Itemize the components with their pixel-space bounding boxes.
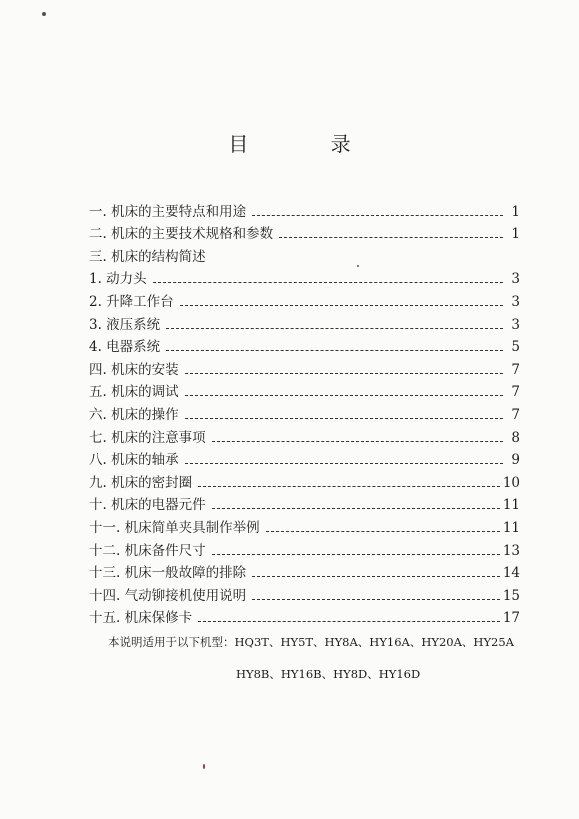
toc-item-9[interactable]: [89, 378, 520, 401]
toc-page-number: 13: [502, 542, 520, 559]
toc-item-label: 三. 机床的结构简述: [89, 248, 206, 265]
toc-item-3[interactable]: [89, 242, 520, 265]
toc-page-number: 15: [502, 587, 520, 604]
toc-leader: [198, 621, 500, 622]
toc-item-label: 九. 机床的密封圈: [89, 474, 193, 491]
toc-item-label: 一. 机床的主要特点和用途: [89, 203, 247, 220]
toc-page-number: 8: [511, 429, 520, 446]
toc-page-number: 7: [511, 361, 520, 378]
toc-leader: [252, 576, 500, 577]
toc-item-8[interactable]: [89, 355, 520, 378]
scan-speck: [42, 12, 46, 16]
toc-page-number: 17: [502, 610, 520, 627]
toc-leader: [166, 328, 503, 329]
toc-item-label: 二. 机床的主要技术规格和参数: [89, 226, 274, 243]
toc-leader: [166, 350, 503, 351]
toc-item-14[interactable]: [89, 491, 520, 514]
toc-item-label: 十一. 机床简单夹具制作举例: [89, 519, 260, 536]
toc-leader: [252, 599, 500, 600]
toc-item-18[interactable]: [89, 581, 520, 604]
toc-page-number: 1: [511, 203, 520, 220]
toc-page-number: 3: [511, 271, 520, 288]
toc-item-10[interactable]: [89, 400, 520, 423]
toc-leader: [212, 554, 500, 555]
toc-page-number: 14: [502, 565, 520, 582]
toc-item-4[interactable]: [89, 265, 520, 288]
toc-item-label: 四. 机床的安装: [89, 361, 179, 378]
toc-item-label: 七. 机床的注意事项: [89, 429, 206, 446]
toc-page-number: 7: [511, 406, 520, 423]
toc-item-6[interactable]: [89, 310, 520, 333]
scan-speck: [203, 764, 205, 769]
applicable-models-note-continued: HY8B、HY16B、HY8D、HY16D: [236, 667, 421, 681]
toc-item-16[interactable]: [89, 536, 520, 559]
toc-leader: [279, 237, 503, 238]
toc-page-number: 10: [502, 474, 520, 491]
toc-item-label: 1. 动力头: [89, 271, 147, 288]
toc-item-label: 十三. 机床一般故障的排除: [89, 565, 247, 582]
toc-item-7[interactable]: [89, 333, 520, 356]
toc-item-19[interactable]: [89, 604, 520, 627]
toc-item-2[interactable]: [89, 220, 520, 243]
toc-item-label: 十. 机床的电器元件: [89, 497, 206, 514]
applicable-models-note: 本说明适用于以下机型：HQ3T、HY5T、HY8A、HY16A、HY20A、HY25A: [108, 635, 514, 649]
toc-leader: [185, 395, 503, 396]
toc-item-13[interactable]: [89, 468, 520, 491]
toc-item-12[interactable]: [89, 446, 520, 469]
toc-item-label: 十五. 机床保修卡: [89, 610, 193, 627]
toc-item-label: 六. 机床的操作: [89, 406, 179, 423]
toc-item-15[interactable]: [89, 513, 520, 536]
toc-page-number: 7: [511, 384, 520, 401]
toc-leader: [185, 373, 503, 374]
toc-item-label: 十二. 机床备件尺寸: [89, 542, 206, 559]
toc-leader: [185, 463, 503, 464]
toc-leader: [180, 305, 503, 306]
toc-leader: [212, 508, 500, 509]
toc-page-number: 11: [502, 519, 520, 536]
toc-page-number: 1: [511, 226, 520, 243]
toc-page-number: 11: [502, 497, 520, 514]
toc-item-1[interactable]: [89, 197, 520, 220]
toc-leader: [252, 215, 503, 216]
toc-item-label: 3. 液压系统: [89, 316, 161, 333]
scan-speck: [357, 265, 359, 267]
toc-item-11[interactable]: [89, 423, 520, 446]
toc-item-label: 八. 机床的轴承: [89, 452, 179, 469]
table-of-contents: [89, 197, 520, 626]
toc-page-number: 5: [511, 339, 520, 356]
toc-page-number: 3: [511, 316, 520, 333]
toc-leader: [212, 441, 503, 442]
toc-page-number: 9: [511, 452, 520, 469]
toc-item-label: 2. 升降工作台: [89, 293, 174, 310]
toc-item-5[interactable]: [89, 287, 520, 310]
toc-item-17[interactable]: [89, 559, 520, 582]
toc-item-label: 十四. 气动铆接机使用说明: [89, 587, 247, 604]
toc-item-label: 五. 机床的调试: [89, 384, 179, 401]
toc-leader: [153, 282, 503, 283]
toc-page-number: 3: [511, 293, 520, 310]
toc-leader: [266, 531, 500, 532]
toc-leader: [198, 486, 500, 487]
toc-item-label: 4. 电器系统: [89, 339, 161, 356]
toc-leader: [185, 418, 503, 419]
page-title: 目 录: [228, 132, 389, 156]
